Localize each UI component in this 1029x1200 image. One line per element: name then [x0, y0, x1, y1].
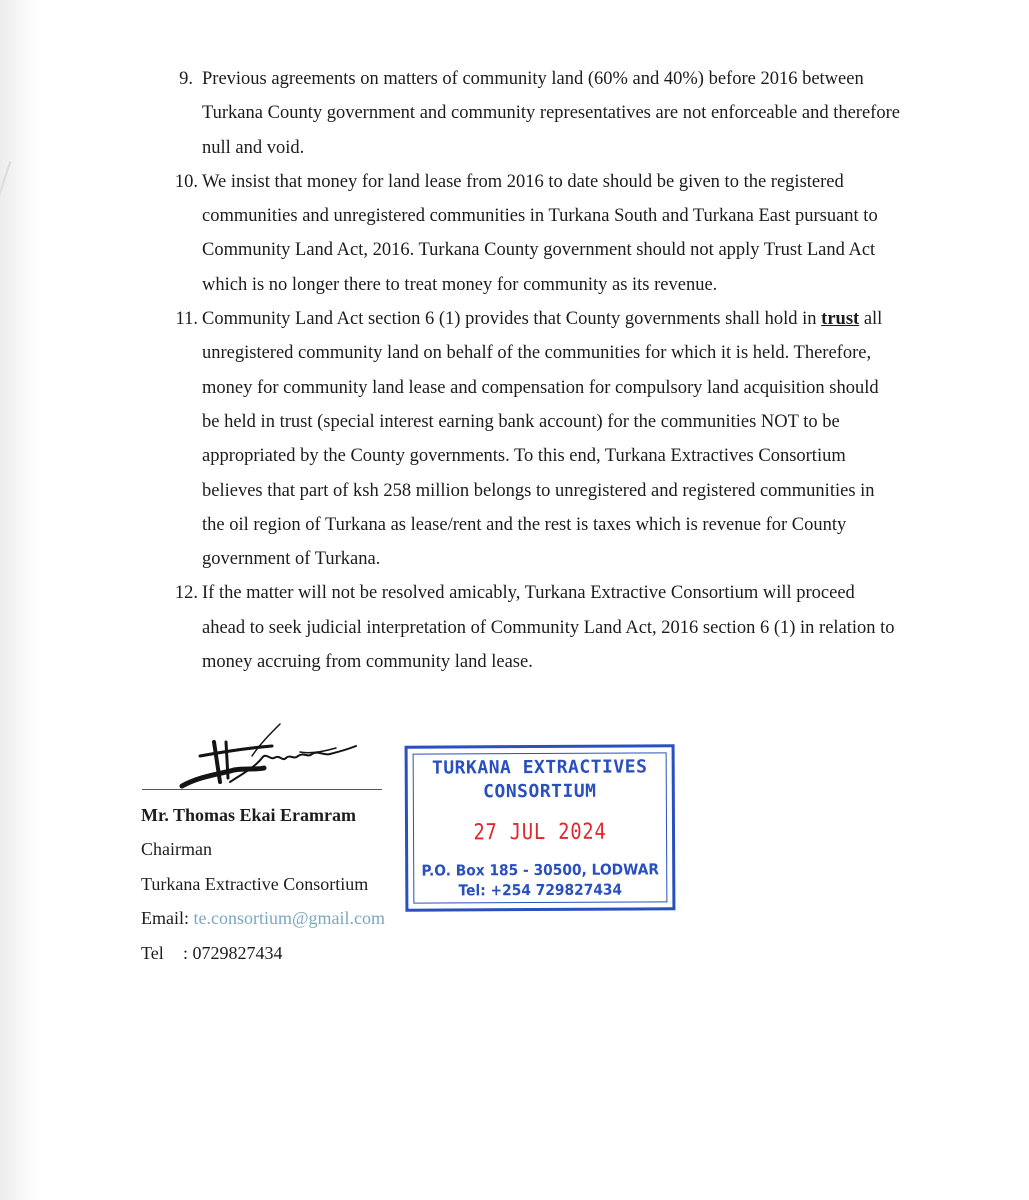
stamp-name-line2: CONSORTIUM — [483, 780, 597, 803]
stamp-name-line1: TURKANA EXTRACTIVES — [431, 756, 648, 779]
signature-line — [142, 789, 382, 790]
item-number: 11. — [175, 309, 198, 330]
signer-name: Mr. Thomas Ekai Eramram — [141, 805, 357, 825]
item-emphasis-trust: trust — [821, 309, 860, 330]
stamp-address: P.O. Box 185 - 30500, LODWAR — [421, 860, 660, 880]
list-item-11 — [160, 302, 900, 576]
item-number: 10. — [174, 171, 198, 192]
list-item-10 — [160, 165, 900, 302]
item-number: 9. — [179, 69, 193, 89]
stamp-tel: Tel: +254 729827434 — [458, 880, 623, 900]
item-text: We insist that money for land lease from 2016 to date should be given to the registered communities and unregistered communities in Turkana South and Turkana East pursuant to Community Land Act, 2016. Turkana County government should not apply Trust Land Act which is no longer there to treat money for community as its revenue. — [202, 171, 878, 295]
email-label: Email: — [141, 908, 189, 929]
list-item-12 — [160, 576, 900, 679]
handwritten-signature — [160, 712, 360, 792]
stamp-address-block — [419, 859, 662, 900]
stamp-organization — [408, 755, 672, 804]
item-text: Previous agreements on matters of community land (60% and 40%) before 2016 between Turkana County government and community representatives are not enforceable and therefore null and void. — [202, 69, 900, 158]
tel-value: : 0729827434 — [183, 942, 283, 963]
signer-tel-row — [141, 936, 385, 970]
signer-title: Chairman — [141, 839, 212, 860]
item-text: If the matter will not be resolved amicably, Turkana Extractive Consortium will proceed ahead to seek judicial interpretation of Community Land Act, 2016 section 6 (1) in relation to money accruing from community land lease. — [202, 583, 895, 673]
item-text-after: all unregistered community land on behalf of the communities for which it is held. Therefore, money for community land lease and compensation for compulsory land acquisition should be held in trust (special interest earning bank account) for the communities NOT to be appropriated by the County governments. To this end, Turkana Extractives Consortium believes that part of ksh 258 million belongs to unregistered and registered communities in the oil region of Turkana as lease/rent and the rest is taxes which is revenue for County government of Turkana. — [202, 309, 883, 570]
item-number: 12. — [174, 583, 198, 604]
signer-email-row — [141, 901, 385, 935]
official-stamp — [405, 744, 676, 911]
list-item-9 — [160, 62, 900, 165]
stamp-date: 27 JUL 2024 — [473, 819, 607, 846]
tel-label: Tel — [141, 942, 164, 963]
page-shadow — [0, 0, 40, 1200]
signer-organization: Turkana Extractive Consortium — [141, 873, 369, 894]
signer-block — [141, 798, 385, 970]
numbered-list — [160, 62, 900, 679]
email-link[interactable]: te.consortium@gmail.com — [193, 908, 386, 929]
item-text-before: Community Land Act section 6 (1) provides that County governments shall hold in — [202, 309, 817, 330]
